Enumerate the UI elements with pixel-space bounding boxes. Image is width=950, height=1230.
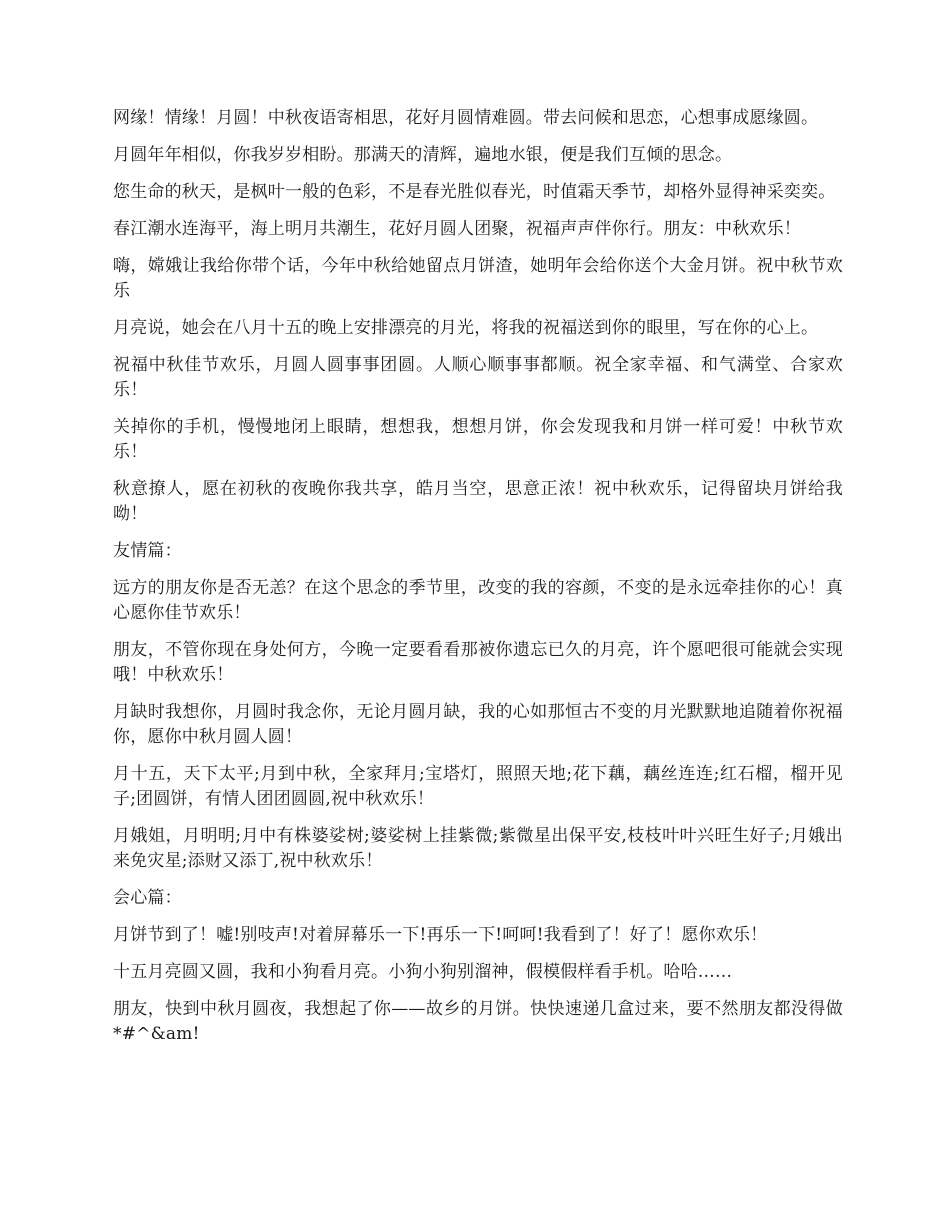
paragraph: 网缘！情缘！月圆！中秋夜语寄相思，花好月圆情难圆。带去问候和思恋，心想事成愿缘圆。: [113, 108, 819, 128]
paragraph: 月缺时我想你，月圆时我念你，无论月圆月缺，我的心如那恒古不变的月光默默地追随着你祝福你，愿你中秋月圆人圆！: [113, 702, 843, 747]
paragraph: 嗨，嫦娥让我给你带个话，今年中秋给她留点月饼渣，她明年会给你送个大金月饼。祝中秋节欢乐: [113, 256, 843, 301]
paragraph: 月圆年年相似，你我岁岁相盼。那满天的清辉，遍地水银，便是我们互倾的思念。: [113, 145, 733, 165]
paragraph: 月亮说，她会在八月十五的晚上安排漂亮的月光，将我的祝福送到你的眼里，写在你的心上。: [113, 318, 819, 338]
paragraph: 您生命的秋天，是枫叶一般的色彩，不是春光胜似春光，时值霜天季节，却格外显得神采奕奕。: [113, 182, 836, 202]
paragraph: 朋友，快到中秋月圆夜，我想起了你——故乡的月饼。快快速递几盒过来，要不然朋友都没得做*#^&am!: [113, 999, 843, 1044]
section-heading-friendship: 友情篇：: [113, 541, 182, 561]
paragraph: 月饼节到了！嘘!别吱声!对着屏幕乐一下!再乐一下!呵呵!我看到了！好了！愿你欢乐！: [113, 925, 768, 945]
paragraph: 祝福中秋佳节欢乐，月圆人圆事事团圆。人顺心顺事事都顺。祝全家幸福、和气满堂、合家欢乐！: [113, 355, 843, 400]
paragraph: 朋友，不管你现在身处何方，今晚一定要看看那被你遗忘已久的月亮，许个愿吧很可能就会实现哦！中秋欢乐！: [113, 640, 843, 685]
section-heading-knowing: 会心篇：: [113, 888, 182, 908]
paragraph: 春江潮水连海平，海上明月共潮生，花好月圆人团聚，祝福声声伴你行。朋友：中秋欢乐！: [113, 219, 801, 239]
paragraph: 月娥姐，月明明;月中有株婆娑树;婆娑树上挂紫微;紫微星出保平安,枝枝叶叶兴旺生好子;月娥出来免灾星;添财又添丁,祝中秋欢乐！: [113, 826, 843, 871]
paragraph: 远方的朋友你是否无恙？在这个思念的季节里，改变的我的容颜，不变的是永远牵挂你的心！真心愿你佳节欢乐！: [113, 578, 843, 623]
document-body: [113, 106, 843, 1059]
paragraph: 十五月亮圆又圆，我和小狗看月亮。小狗小狗别溜神，假模假样看手机。哈哈……: [113, 962, 733, 982]
paragraph: 关掉你的手机，慢慢地闭上眼睛，想想我，想想月饼，你会发现我和月饼一样可爱！中秋节欢乐！: [113, 417, 843, 462]
paragraph: 秋意撩人，愿在初秋的夜晚你我共享，皓月当空，思意正浓！祝中秋欢乐，记得留块月饼给我呦！: [113, 479, 843, 524]
paragraph: 月十五，天下太平;月到中秋，全家拜月;宝塔灯，照照天地;花下藕，藕丝连连;红石榴，榴开见子;团圆饼，有情人团团圆圆,祝中秋欢乐！: [113, 764, 843, 809]
